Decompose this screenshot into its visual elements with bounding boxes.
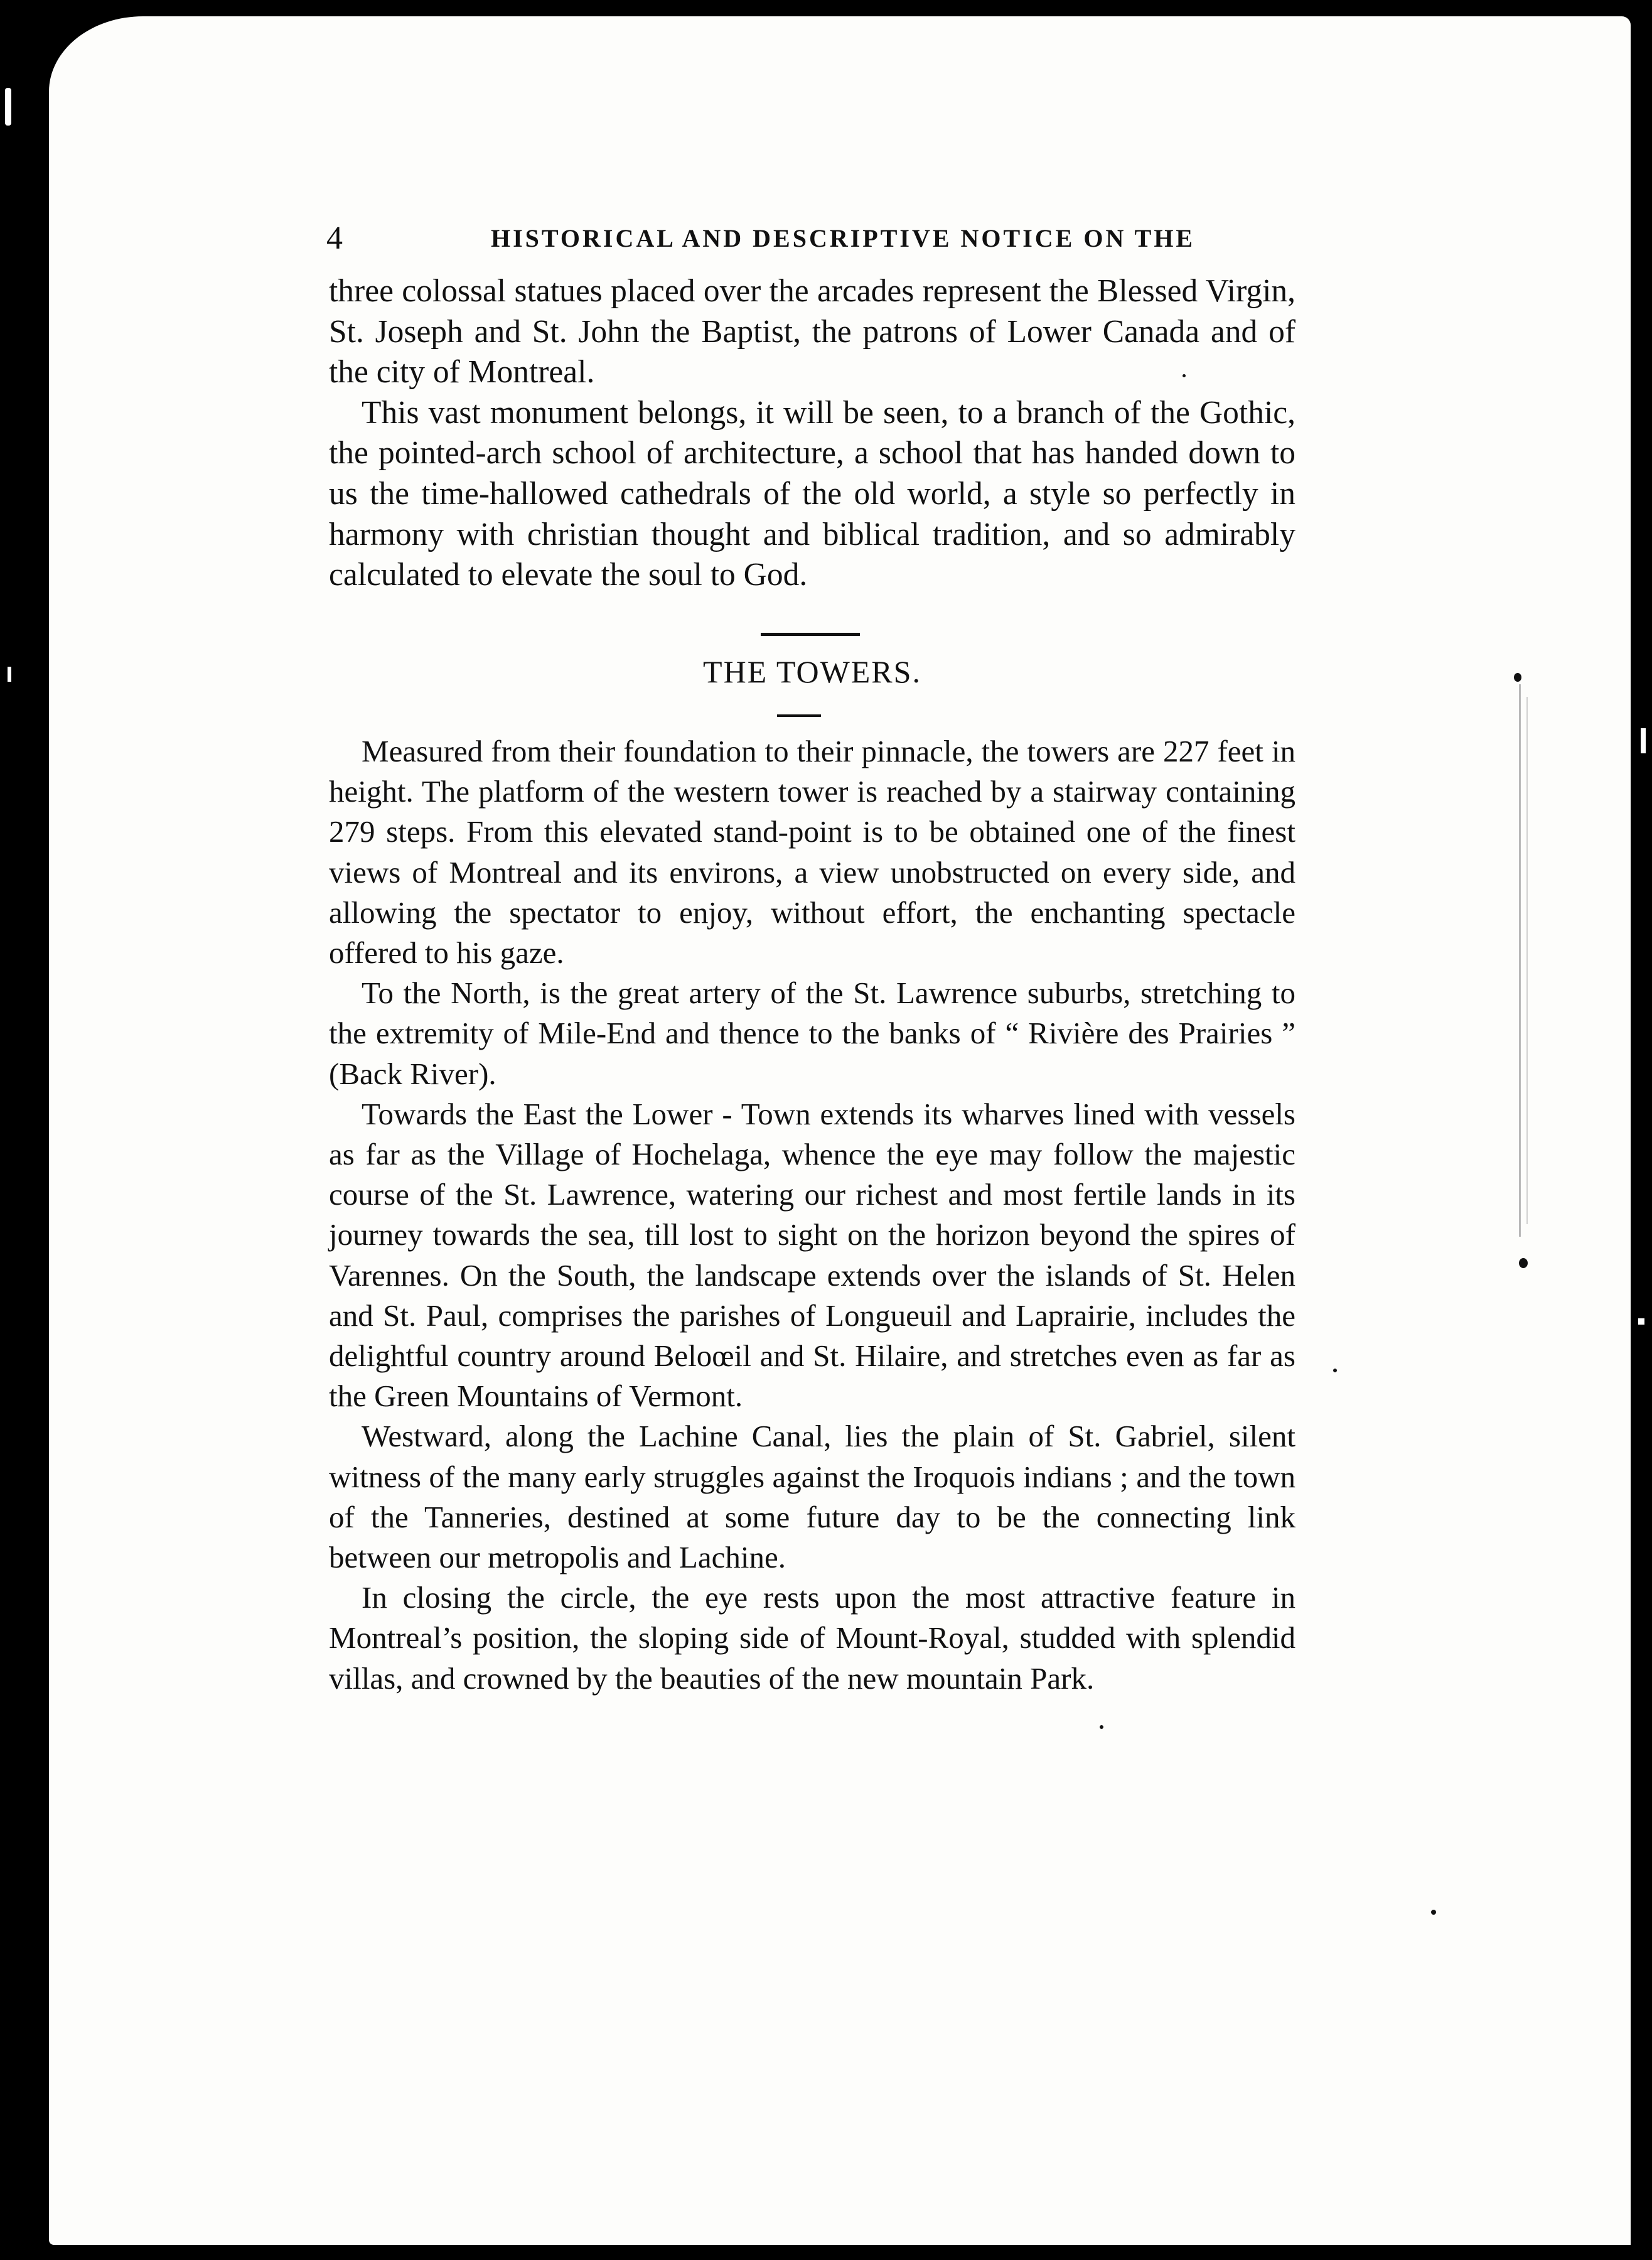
paragraph-westward: Westward, along the Lachine Canal, lies the plain of St. Gabriel, silent witness of the many early struggles against the Iroquois indians ; and the town of the Tanneries, destined at some future day to be the connecting link between our metropolis and Lachine. — [329, 1419, 1295, 1575]
paragraph-gothic: This vast monument belongs, it will be seen, to a branch of the Gothic, the pointed-arch school of architecture, a school that has handed down to us the time-hallowed cathedrals of the old world, a style so perfectly in harmony with christian thought and biblical tradition, and so admirably calculated to elevate the soul to God. — [329, 394, 1295, 593]
page-number: 4 — [326, 220, 343, 256]
edge-speck — [1641, 728, 1646, 753]
margin-speck — [1333, 1369, 1337, 1372]
heading-underline-rule — [777, 714, 821, 717]
section-heading: THE TOWERS. — [703, 654, 921, 689]
margin-speck — [1183, 374, 1186, 377]
towers-text — [329, 731, 1295, 1699]
paragraph-east-south: Towards the East the Lower - Town extends its wharves lined with vessels as far as the Village of Hochelaga, whence the eye may follow the majestic course of the St. Lawrence, watering our richest and most fertile lands in its journey towards the sea, till lost to sight on the horizon beyond the spires of Varennes. On the South, the landscape extends over the islands of St. Helen and St. Paul, comprises the parishes of Longueuil and Laprairie, includes the delightful country around Beloœil and St. Hilaire, and stretches even as far as the Green Mountains of Vermont. — [329, 1096, 1295, 1414]
margin-speck — [1431, 1910, 1436, 1915]
edge-speck — [5, 88, 11, 126]
edge-speck — [1638, 1318, 1644, 1325]
paragraph-statues: three colossal statues placed over the arcades represent the Blessed Virgin, St. Joseph and St. John the Baptist, the patrons of Lower Canada and of the city of Montreal. — [329, 273, 1295, 390]
running-head-title: HISTORICAL AND DESCRIPTIVE NOTICE ON THE — [491, 224, 1196, 252]
paragraph-closing: In closing the circle, the eye rests upon the most attractive feature in Montreal’s position, the sloping side of Mount-Royal, studded with splendid villas, and crowned by the beauties of the new mountain Park. — [329, 1580, 1295, 1696]
margin-speck — [1514, 673, 1521, 682]
section-divider-rule — [761, 633, 860, 636]
paragraph-measured: Measured from their foundation to their pinnacle, the towers are 227 feet in height. The platform of the western tower is reached by a stairway containing 279 steps. From this elevated stand-point is to be obtained one of the finest views of Montreal and its environs, a view unobstructed on every side, and allowing the spectator to enjoy, without effort, the enchanting spectacle offered to his gaze. — [329, 734, 1295, 971]
intro-text — [329, 271, 1295, 596]
running-head — [326, 220, 1293, 257]
margin-scan-line-faint — [1526, 697, 1528, 1224]
edge-speck — [8, 667, 11, 682]
margin-scan-line — [1519, 684, 1521, 1237]
margin-speck — [1519, 1258, 1528, 1268]
paragraph-north: To the North, is the great artery of the St. Lawrence suburbs, stretching to the extremity of Mile-End and thence to the banks of “ Rivière des Prairies ” (Back River). — [329, 976, 1295, 1091]
margin-speck — [1100, 1725, 1103, 1729]
